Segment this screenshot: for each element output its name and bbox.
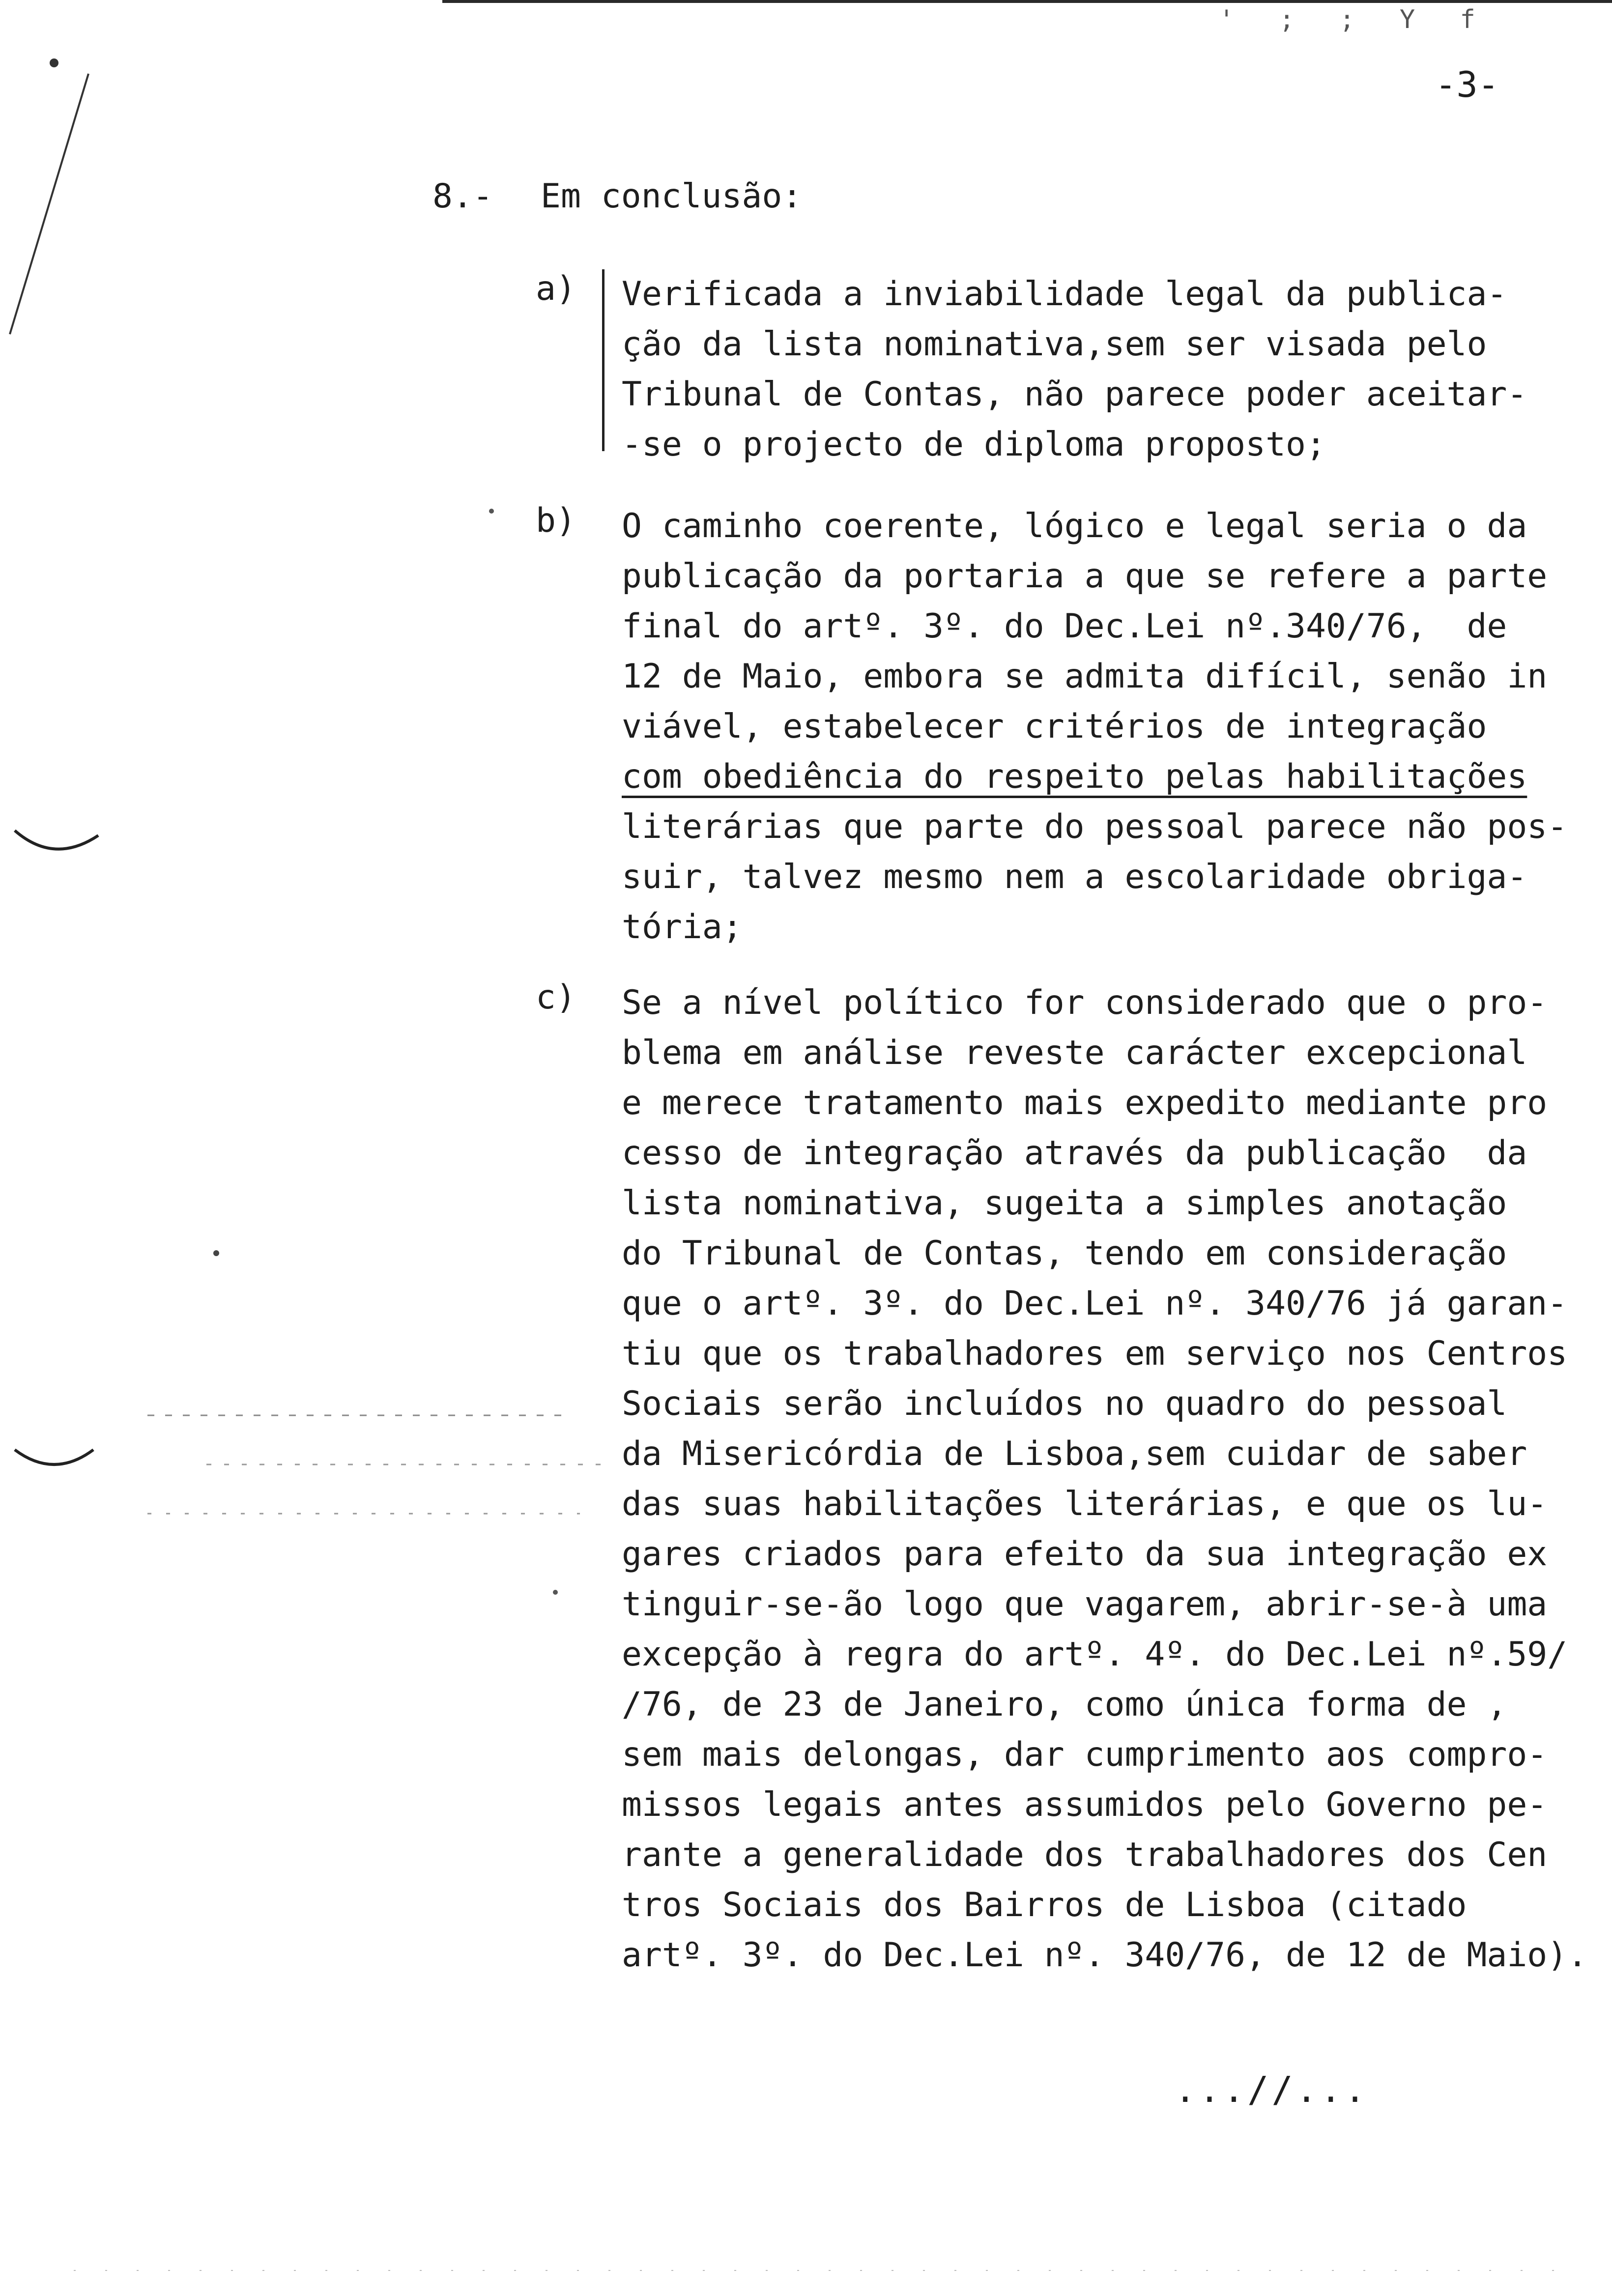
item-c-line: lista nominativa, sugeita a simples anotação bbox=[622, 1184, 1507, 1223]
section-number: 8.- bbox=[432, 177, 493, 216]
item-b-line: final do artº. 3º. do Dec.Lei nº.340/76, de bbox=[622, 607, 1507, 646]
item-c-line: artº. 3º. do Dec.Lei nº. 340/76, de 12 de Maio). bbox=[622, 1936, 1588, 1975]
margin-dot bbox=[489, 509, 494, 514]
item-b-line: viável, estabelecer critérios de integração bbox=[622, 707, 1487, 746]
item-c-line: das suas habilitações literárias, e que os lu- bbox=[622, 1485, 1548, 1523]
margin-dot bbox=[50, 58, 58, 67]
item-a-label: a) bbox=[536, 269, 576, 308]
item-b-line: O caminho coerente, lógico e legal seria o da bbox=[622, 507, 1527, 545]
item-c-line: sem mais delongas, dar cumprimento aos compro- bbox=[622, 1735, 1548, 1774]
item-c-line: Se a nível político for considerado que o pro- bbox=[622, 983, 1548, 1022]
item-c-line: tiu que os trabalhadores em serviço nos Centros bbox=[622, 1334, 1568, 1373]
item-c-line: cesso de integração através da publicação da bbox=[622, 1134, 1527, 1173]
item-c-line: rante a generalidade dos trabalhadores dos Cen bbox=[622, 1836, 1548, 1874]
item-b-line: publicação da portaria a que se refere a parte bbox=[622, 557, 1548, 596]
margin-dot bbox=[553, 1590, 558, 1595]
item-c-line: excepção à regra do artº. 4º. do Dec.Lei nº.59/ bbox=[622, 1635, 1568, 1674]
item-c-label: c) bbox=[536, 978, 576, 1017]
item-c-line: do Tribunal de Contas, tendo em consideração bbox=[622, 1234, 1507, 1273]
item-b-line: tória; bbox=[622, 908, 743, 947]
margin-curve bbox=[15, 1450, 93, 1464]
item-c-line: da Misericórdia de Lisboa,sem cuidar de saber bbox=[622, 1435, 1527, 1473]
margin-stroke bbox=[10, 74, 88, 334]
item-a-line: ção da lista nominativa,sem ser visada pelo bbox=[622, 325, 1487, 364]
item-a-line: Verificada a inviabilidade legal da publica- bbox=[622, 275, 1507, 314]
margin-curve bbox=[15, 831, 98, 849]
item-c-line: blema em análise reveste carácter excepcional bbox=[622, 1033, 1527, 1072]
item-b-line: suir, talvez mesmo nem a escolaridade obriga- bbox=[622, 858, 1527, 896]
top-edge-marks: ' ; ; Y f bbox=[1219, 5, 1490, 34]
item-a-line: -se o projecto de diploma proposto; bbox=[622, 425, 1326, 464]
item-c-line: /76, de 23 de Janeiro, como única forma de , bbox=[622, 1685, 1507, 1724]
margin-dot bbox=[213, 1250, 219, 1256]
continuation-marker: ...//... bbox=[1175, 2069, 1369, 2110]
section-title: Em conclusão: bbox=[541, 177, 803, 216]
item-c-line: missos legais antes assumidos pelo Governo pe- bbox=[622, 1785, 1548, 1824]
item-c-line: tros Sociais dos Bairros de Lisboa (citado bbox=[622, 1886, 1467, 1924]
item-c-line: tinguir-se-ão logo que vagarem, abrir-se-à uma bbox=[622, 1585, 1548, 1624]
page-number: -3- bbox=[1435, 64, 1499, 105]
item-c-line: gares criados para efeito da sua integração ex bbox=[622, 1535, 1548, 1574]
item-c-line: e merece tratamento mais expedito mediante pro bbox=[622, 1084, 1548, 1122]
item-b-line-underlined: com obediência do respeito pelas habilitações bbox=[622, 757, 1527, 796]
item-b-line: literárias que parte do pessoal parece não pos- bbox=[622, 807, 1568, 846]
item-c-line: Sociais serão incluídos no quadro do pessoal bbox=[622, 1384, 1507, 1423]
item-c-line: que o artº. 3º. do Dec.Lei nº. 340/76 já garan- bbox=[622, 1284, 1568, 1323]
item-b-label: b) bbox=[536, 501, 576, 540]
item-b-line: 12 de Maio, embora se admita difícil, senão in bbox=[622, 657, 1548, 696]
item-a-line: Tribunal de Contas, não parece poder aceitar- bbox=[622, 375, 1527, 414]
